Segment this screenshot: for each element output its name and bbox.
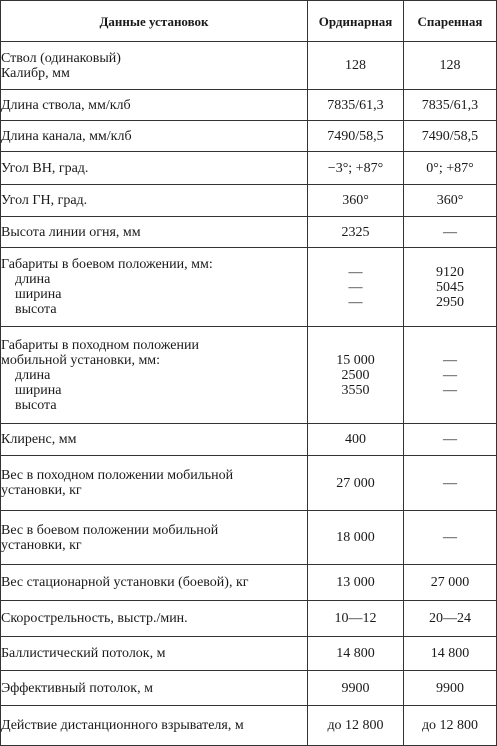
sub-value: 9120 bbox=[436, 264, 464, 280]
table-row bbox=[1, 217, 497, 248]
sub-value: — bbox=[443, 352, 457, 368]
row-label: Угол ВН, град. bbox=[1, 152, 308, 185]
sub-value: 15 000 bbox=[336, 352, 375, 368]
value-twin: 0°; +87° bbox=[404, 152, 497, 185]
table-row bbox=[1, 565, 497, 601]
sub-label: ширина bbox=[15, 287, 62, 302]
table-row bbox=[1, 90, 497, 121]
table-row bbox=[1, 456, 497, 511]
value-twin: 9900 bbox=[404, 671, 497, 706]
row-label-line1: Ствол (одинаковый) bbox=[1, 50, 121, 66]
header-parameter: Данные установок bbox=[1, 1, 308, 42]
sub-label: ширина bbox=[15, 382, 62, 398]
table-row bbox=[1, 327, 497, 424]
row-label-line1: Вес в походном положении мобильной bbox=[1, 468, 234, 483]
table-row bbox=[1, 121, 497, 152]
value-single: 9900 bbox=[308, 671, 404, 706]
value-twin: — bbox=[404, 511, 497, 565]
table-row bbox=[1, 424, 497, 456]
value-twin: — bbox=[404, 217, 497, 248]
row-label-line1: Габариты в походном положении bbox=[1, 337, 199, 353]
value-single: 14 800 bbox=[308, 637, 404, 671]
table-row bbox=[1, 152, 497, 185]
sub-value: 5045 bbox=[436, 279, 464, 295]
table-row bbox=[1, 637, 497, 671]
value-single: до 12 800 bbox=[308, 706, 404, 746]
value-single: 10—12 bbox=[308, 601, 404, 637]
row-label: Скорострельность, выстр./мин. bbox=[1, 601, 308, 637]
table-row bbox=[1, 601, 497, 637]
header-twin-mount: Спаренная bbox=[404, 1, 497, 42]
row-label: Клиренс, мм bbox=[1, 424, 308, 456]
row-label bbox=[1, 511, 308, 565]
table-row bbox=[1, 248, 497, 327]
sub-value: — bbox=[348, 264, 363, 280]
value-single: 400 bbox=[308, 424, 404, 456]
row-label bbox=[1, 248, 308, 327]
value-twin: — bbox=[404, 456, 497, 511]
row-label: Вес стационарной установки (боевой), кг bbox=[1, 565, 308, 601]
value-single: 13 000 bbox=[308, 565, 404, 601]
value-single: 2325 bbox=[308, 217, 404, 248]
row-label bbox=[1, 456, 308, 511]
value-single bbox=[308, 248, 404, 327]
row-label: Эффективный потолок, м bbox=[1, 671, 308, 706]
sub-value: 2950 bbox=[436, 294, 464, 310]
sub-value: — bbox=[443, 382, 457, 398]
value-twin: 20—24 bbox=[404, 601, 497, 637]
header-single-mount: Ординарная bbox=[308, 1, 404, 42]
table-row bbox=[1, 671, 497, 706]
row-label: Действие дистанционного взрывателя, м bbox=[1, 706, 308, 746]
value-single: 7835/61,3 bbox=[308, 90, 404, 121]
row-label: Высота линии огня, мм bbox=[1, 217, 308, 248]
value-twin: 14 800 bbox=[404, 637, 497, 671]
value-single bbox=[308, 327, 404, 424]
value-twin bbox=[404, 248, 497, 327]
value-twin: — bbox=[404, 424, 497, 456]
row-label-line2: установки, кг bbox=[1, 537, 82, 553]
value-twin: 7835/61,3 bbox=[404, 90, 497, 121]
row-label: Длина канала, мм/клб bbox=[1, 121, 308, 152]
row-label-line2: Калибр, мм bbox=[1, 65, 70, 81]
value-single: 360° bbox=[308, 185, 404, 217]
table-row bbox=[1, 42, 497, 90]
sub-value: — bbox=[348, 279, 363, 295]
row-label bbox=[1, 327, 308, 424]
row-label-line2: мобильной установки, мм: bbox=[1, 352, 161, 368]
table-row bbox=[1, 185, 497, 217]
table-row bbox=[1, 706, 497, 746]
sub-value: — bbox=[443, 367, 457, 383]
row-label: Длина ствола, мм/клб bbox=[1, 90, 308, 121]
row-label-line2: установки, кг bbox=[1, 483, 82, 498]
sub-label: длина bbox=[15, 367, 51, 383]
row-label-line1: Габариты в боевом положении, мм: bbox=[1, 257, 213, 272]
value-twin: 27 000 bbox=[404, 565, 497, 601]
sub-value: — bbox=[348, 294, 363, 310]
value-single: 18 000 bbox=[308, 511, 404, 565]
value-twin: до 12 800 bbox=[404, 706, 497, 746]
value-twin bbox=[404, 327, 497, 424]
value-twin: 360° bbox=[404, 185, 497, 217]
value-single: 7490/58,5 bbox=[308, 121, 404, 152]
sub-value: 3550 bbox=[341, 382, 370, 398]
row-label bbox=[1, 42, 308, 90]
value-single: −3°; +87° bbox=[308, 152, 404, 185]
table-header-row bbox=[1, 1, 497, 42]
row-label-line1: Вес в боевом положении мобильной bbox=[1, 522, 219, 538]
row-label: Угол ГН, град. bbox=[1, 185, 308, 217]
sub-label: высота bbox=[15, 302, 57, 317]
value-twin: 7490/58,5 bbox=[404, 121, 497, 152]
sub-value: 2500 bbox=[341, 367, 370, 383]
value-single: 27 000 bbox=[308, 456, 404, 511]
sub-label: высота bbox=[15, 397, 57, 413]
value-single: 128 bbox=[308, 42, 404, 90]
row-label: Баллистический потолок, м bbox=[1, 637, 308, 671]
value-twin: 128 bbox=[404, 42, 497, 90]
table-row bbox=[1, 511, 497, 565]
sub-label: длина bbox=[15, 272, 51, 287]
